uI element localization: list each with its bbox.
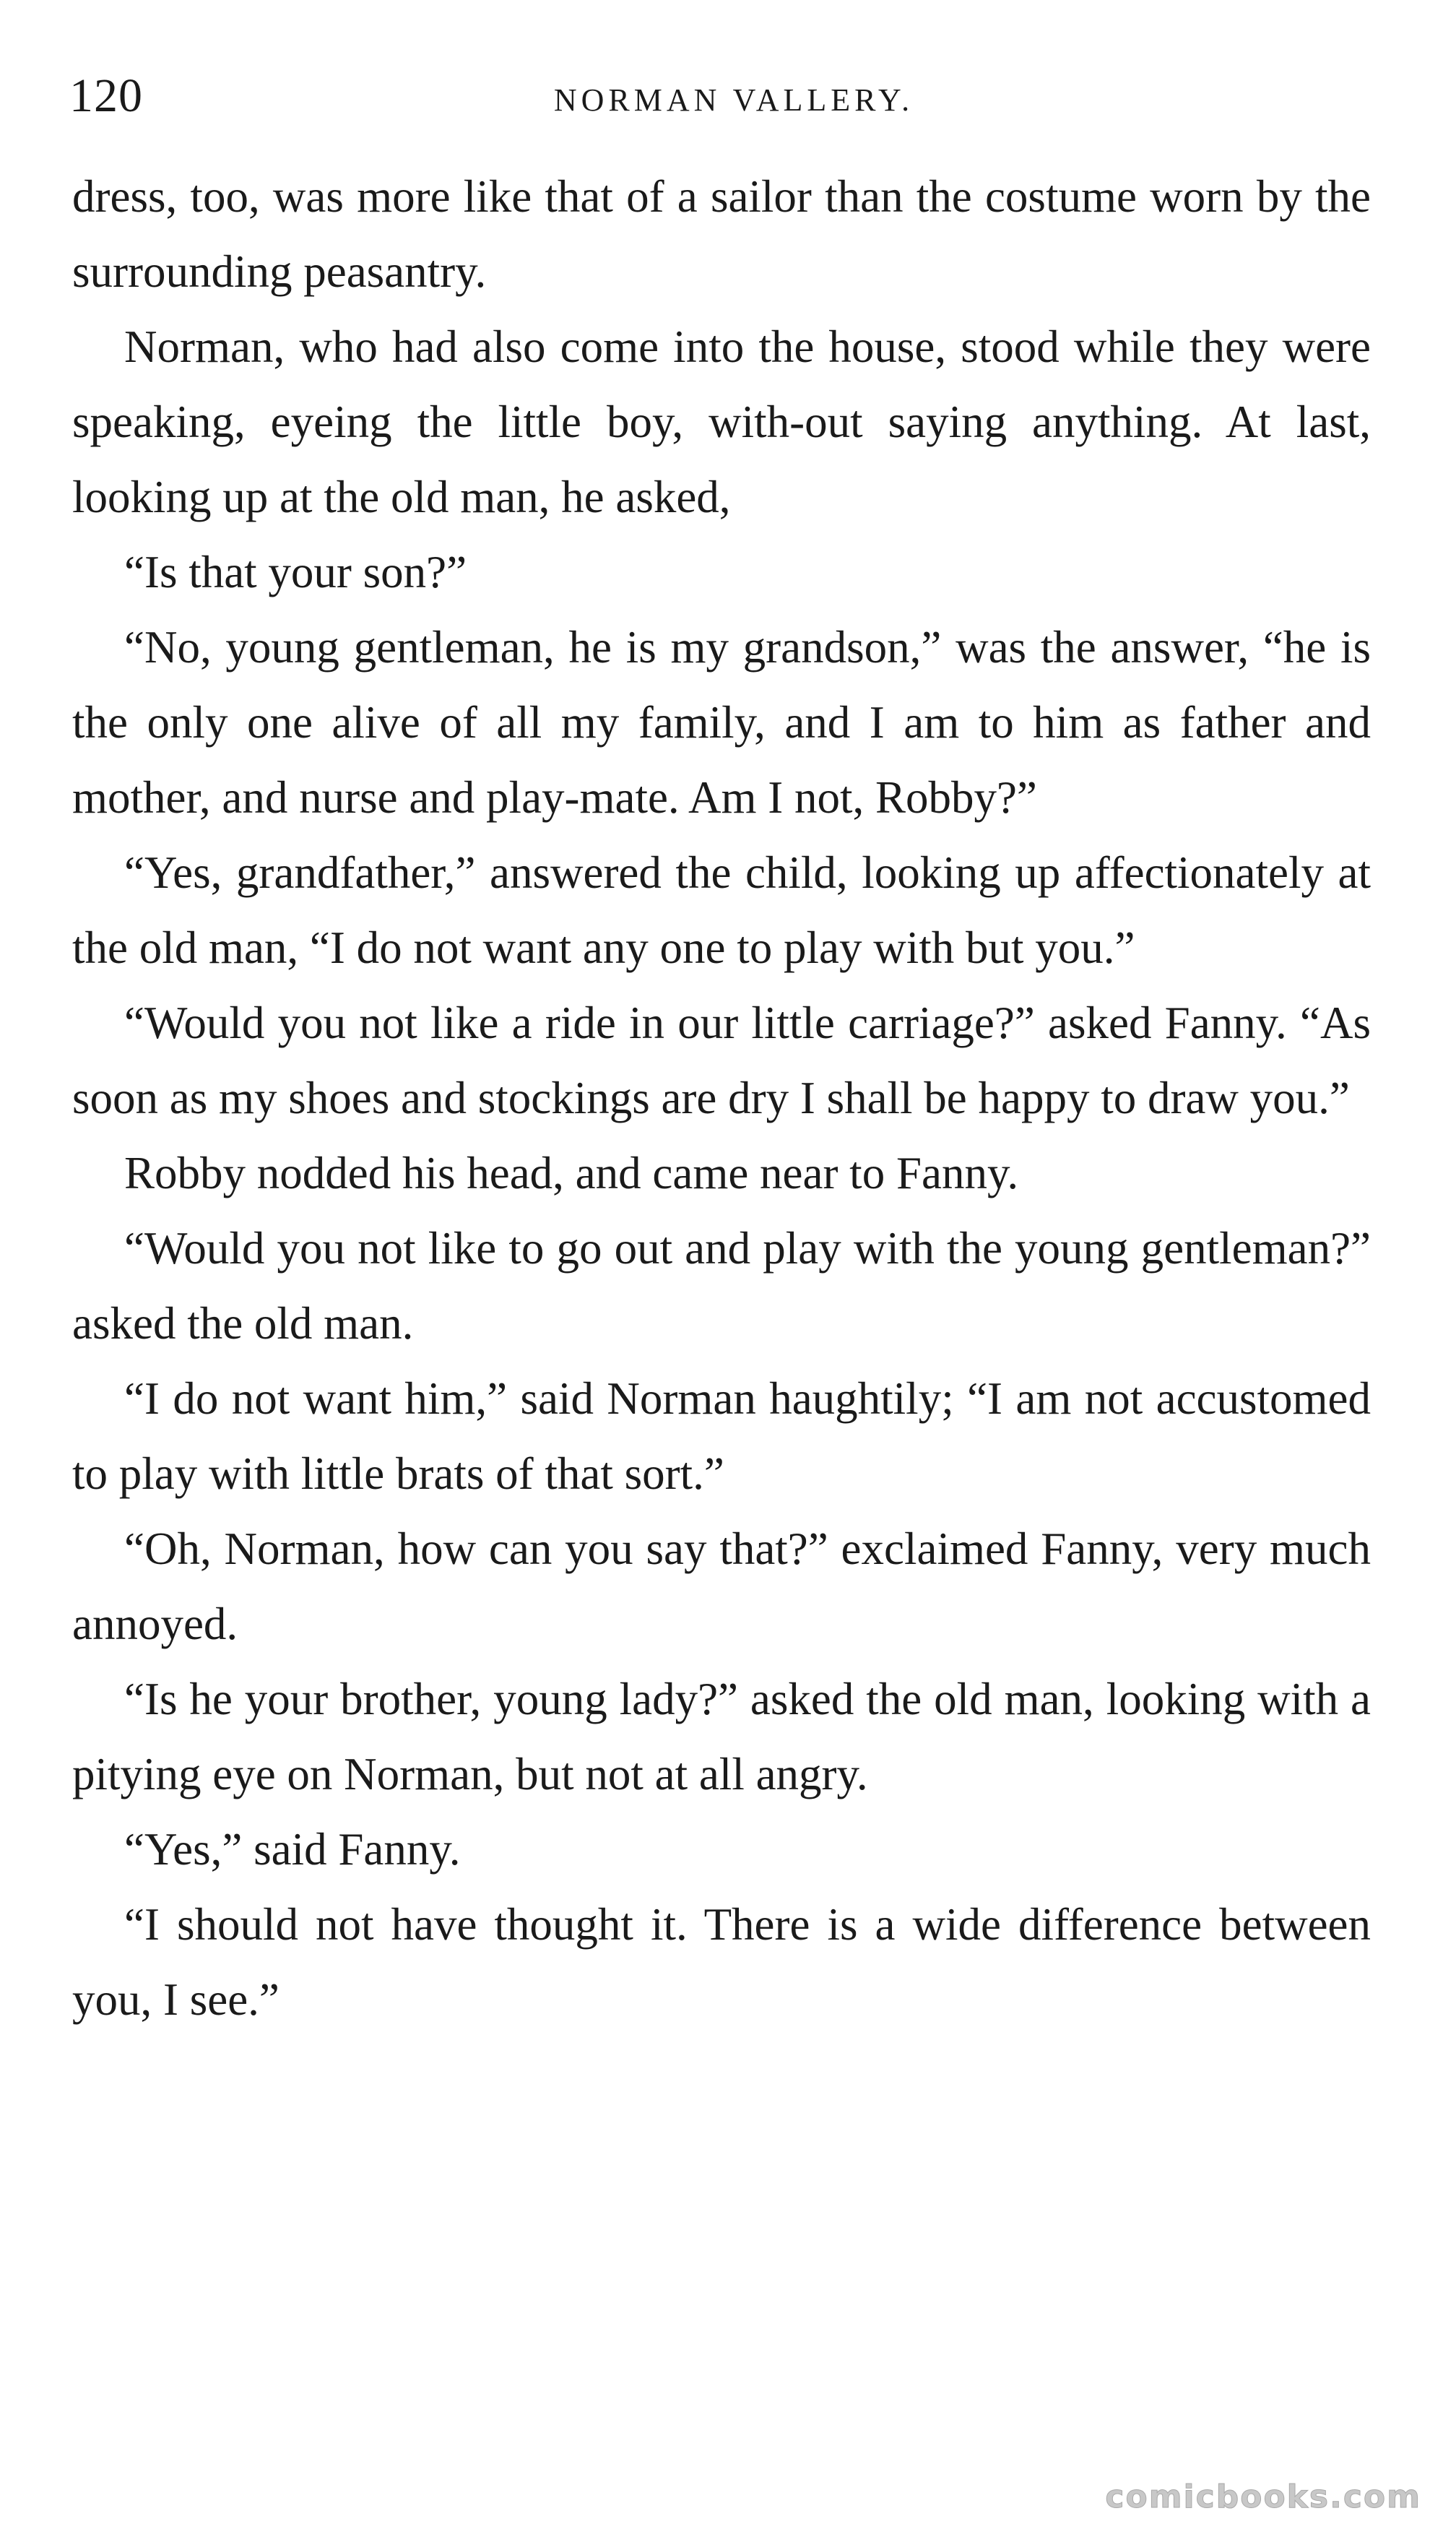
paragraph: Robby nodded his head, and came near to Fanny. xyxy=(124,1148,1019,1198)
watermark: comicbooks.com xyxy=(1105,2478,1421,2515)
body-text xyxy=(72,159,1371,2037)
paragraph: “Would you not like a ride in our little carriage?” asked Fanny. “As soon as my shoes and stockings are dry I shall be happy to draw you.” xyxy=(72,998,1371,1123)
paragraph: dress, too, was more like that of a sailor than the costume worn by the surrounding peasantry. xyxy=(72,171,1371,297)
paragraph: “Is that your son?” xyxy=(124,547,467,597)
paragraph: “I should not have thought it. There is a wide difference between you, I see.” xyxy=(72,1899,1371,2025)
paragraph: “Would you not like to go out and play with the young gentleman?” asked the old man. xyxy=(72,1223,1371,1349)
paragraph: Norman, who had also come into the house, stood while they were speaking, eyeing the little boy, with-out saying anything. At last, looking up at the old man, he asked, xyxy=(72,321,1371,522)
paragraph: “Yes,” said Fanny. xyxy=(124,1824,461,1875)
paragraph: “No, young gentleman, he is my grandson,” was the answer, “he is the only one alive of all my family, and I am to him as father and mother, and nurse and play-mate. Am I not, Robby?” xyxy=(72,622,1371,823)
running-head: NORMAN VALLERY. xyxy=(553,82,914,118)
paragraph: “I do not want him,” said Norman haughtily; “I am not accustomed to play with little brats of that sort.” xyxy=(72,1373,1371,1499)
page-header xyxy=(69,64,1369,129)
paragraph: “Yes, grandfather,” answered the child, looking up affectionately at the old man, “I do not want any one to play with but you.” xyxy=(72,847,1371,973)
paragraph: “Is he your brother, young lady?” asked the old man, looking with a pitying eye on Norman, but not at all angry. xyxy=(72,1674,1371,1799)
paragraph: “Oh, Norman, how can you say that?” exclaimed Fanny, very much annoyed. xyxy=(72,1524,1371,1649)
page-number: 120 xyxy=(69,69,143,122)
